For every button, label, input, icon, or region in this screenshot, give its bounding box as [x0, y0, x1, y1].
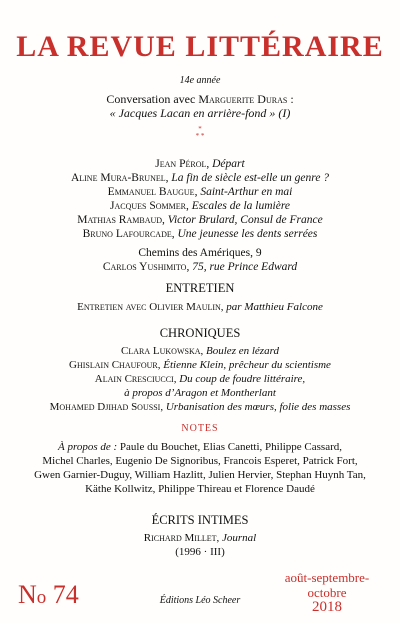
separator: , — [200, 345, 207, 357]
chemins-author: Carlos Yushimito — [102, 261, 187, 273]
issue-number-o: o — [36, 587, 47, 608]
chemins-heading: Chemins des Amériques, 9 — [138, 247, 262, 259]
chemins-section — [0, 246, 400, 274]
separator: , — [220, 301, 227, 313]
chronique-item — [0, 400, 400, 414]
chroniques-heading: CHRONIQUES — [159, 326, 241, 340]
chronique-title: Urbanisation des mœurs, folie des masses — [165, 401, 351, 413]
contribution-author: Aline Mura-Brunel — [70, 172, 166, 184]
chronique-author: Mohamed Djihad Soussi — [49, 401, 161, 413]
conversation-subtitle: « Jacques Lacan en arrière-fond » (I) — [109, 106, 291, 120]
entretien-heading: ENTRETIEN — [165, 281, 235, 295]
issue-number-value: 74 — [52, 580, 79, 609]
chronique-title: Du coup de foudre littéraire, — [179, 373, 306, 385]
contributions-list — [0, 157, 400, 241]
publisher-name: Éditions Léo Scheer — [159, 595, 241, 606]
contribution-title: Victor Brulard, Consul de France — [167, 214, 323, 226]
separator: , — [186, 261, 193, 273]
notes-prefix: À propos de : — [57, 441, 118, 453]
chemins-item — [0, 260, 400, 274]
notes-line: Michel Charles, Eugenio De Signoribus, Francois Esperet, Patrick Fort, — [42, 455, 358, 467]
asterism-ornament — [0, 126, 400, 140]
entretien-item — [0, 300, 400, 314]
contribution-title: La fin de siècle est-elle un genre ? — [171, 172, 330, 184]
issue-months-line2: octobre — [307, 585, 347, 600]
contribution-item — [0, 213, 400, 227]
chronique-item — [0, 344, 400, 358]
ecrits-item — [0, 531, 400, 545]
contribution-item — [0, 199, 400, 213]
year-of-publication: 14e année — [179, 75, 221, 86]
chronique-author: Alain Cresciucci — [94, 373, 174, 385]
separator: , — [162, 214, 168, 226]
notes-line: Gwen Garnier-Duguy, William Hazlitt, Julien Hervier, Stephan Huynh Tan, — [34, 469, 366, 481]
ecrits-years: (1996 · III) — [175, 546, 225, 558]
separator: , — [194, 186, 201, 198]
conversation-name: Marguerite Duras : — [198, 92, 294, 106]
contribution-item — [0, 185, 400, 199]
chronique-author: Clara Lukowska — [121, 345, 201, 357]
contribution-title: Saint-Arthur en mai — [200, 186, 293, 198]
contribution-author: Jacques Sommer — [110, 200, 186, 212]
chronique-item — [0, 372, 400, 386]
contribution-author: Mathias Rambaud — [77, 214, 163, 226]
contribution-title: Escales de la lumière — [191, 200, 290, 212]
notes-block — [0, 440, 400, 496]
separator: , — [160, 401, 166, 413]
separator: , — [206, 158, 213, 170]
notes-line — [0, 440, 400, 454]
chemins-title: 75, rue Prince Edward — [192, 261, 298, 273]
separator: , — [216, 532, 222, 544]
conversation-prefix: Conversation avec — [106, 92, 199, 106]
conversation-block — [0, 92, 400, 120]
issue-year: 2018 — [312, 599, 342, 615]
issue-date — [272, 570, 382, 615]
contribution-item — [0, 171, 400, 185]
contribution-item — [0, 157, 400, 171]
contribution-title: Une jeunesse les dents serrées — [177, 228, 318, 240]
contribution-author: Bruno Lafourcade — [82, 228, 172, 240]
separator: , — [165, 172, 172, 184]
entretien-byline: par Matthieu Falcone — [226, 301, 323, 313]
chronique-author: Ghislain Chaufour — [69, 359, 158, 371]
ecrits-intimes-block — [0, 531, 400, 559]
chronique-item — [0, 358, 400, 372]
star-bottom: * * — [195, 132, 205, 140]
chronique-title: Étienne Klein, prêcheur du scientisme — [163, 359, 331, 371]
contribution-author: Emmanuel Baugue — [107, 186, 195, 198]
contribution-item — [0, 227, 400, 241]
issue-months-line1: août-septembre- — [284, 570, 370, 585]
notes-text: Paule du Bouchet, Elias Canetti, Philippe Cassard, — [117, 441, 343, 453]
contribution-title: Départ — [212, 158, 245, 170]
chroniques-list — [0, 344, 400, 414]
ecrits-author: Richard Millet — [143, 532, 217, 544]
entretien-label: Entretien avec Olivier Maulin — [77, 301, 221, 313]
issue-number-prefix: N — [18, 580, 37, 609]
notes-line: Käthe Kollwitz, Philippe Thireau et Florence Daudé — [85, 483, 315, 495]
star-top: * — [198, 125, 202, 133]
notes-heading: NOTES — [181, 423, 219, 434]
chronique-title: Boulez en lézard — [206, 345, 279, 357]
chronique-title-continued: à propos d’Aragon et Montherlant — [124, 387, 276, 399]
separator: , — [173, 373, 180, 385]
ecrits-title: Journal — [222, 532, 257, 544]
separator: , — [157, 359, 164, 371]
contribution-author: Jean Pérol — [155, 158, 207, 170]
magazine-title: LA REVUE LITTÉRAIRE — [16, 30, 384, 63]
separator: , — [171, 228, 178, 240]
separator: , — [185, 200, 192, 212]
ecrits-intimes-heading: ÉCRITS INTIMES — [151, 513, 249, 527]
